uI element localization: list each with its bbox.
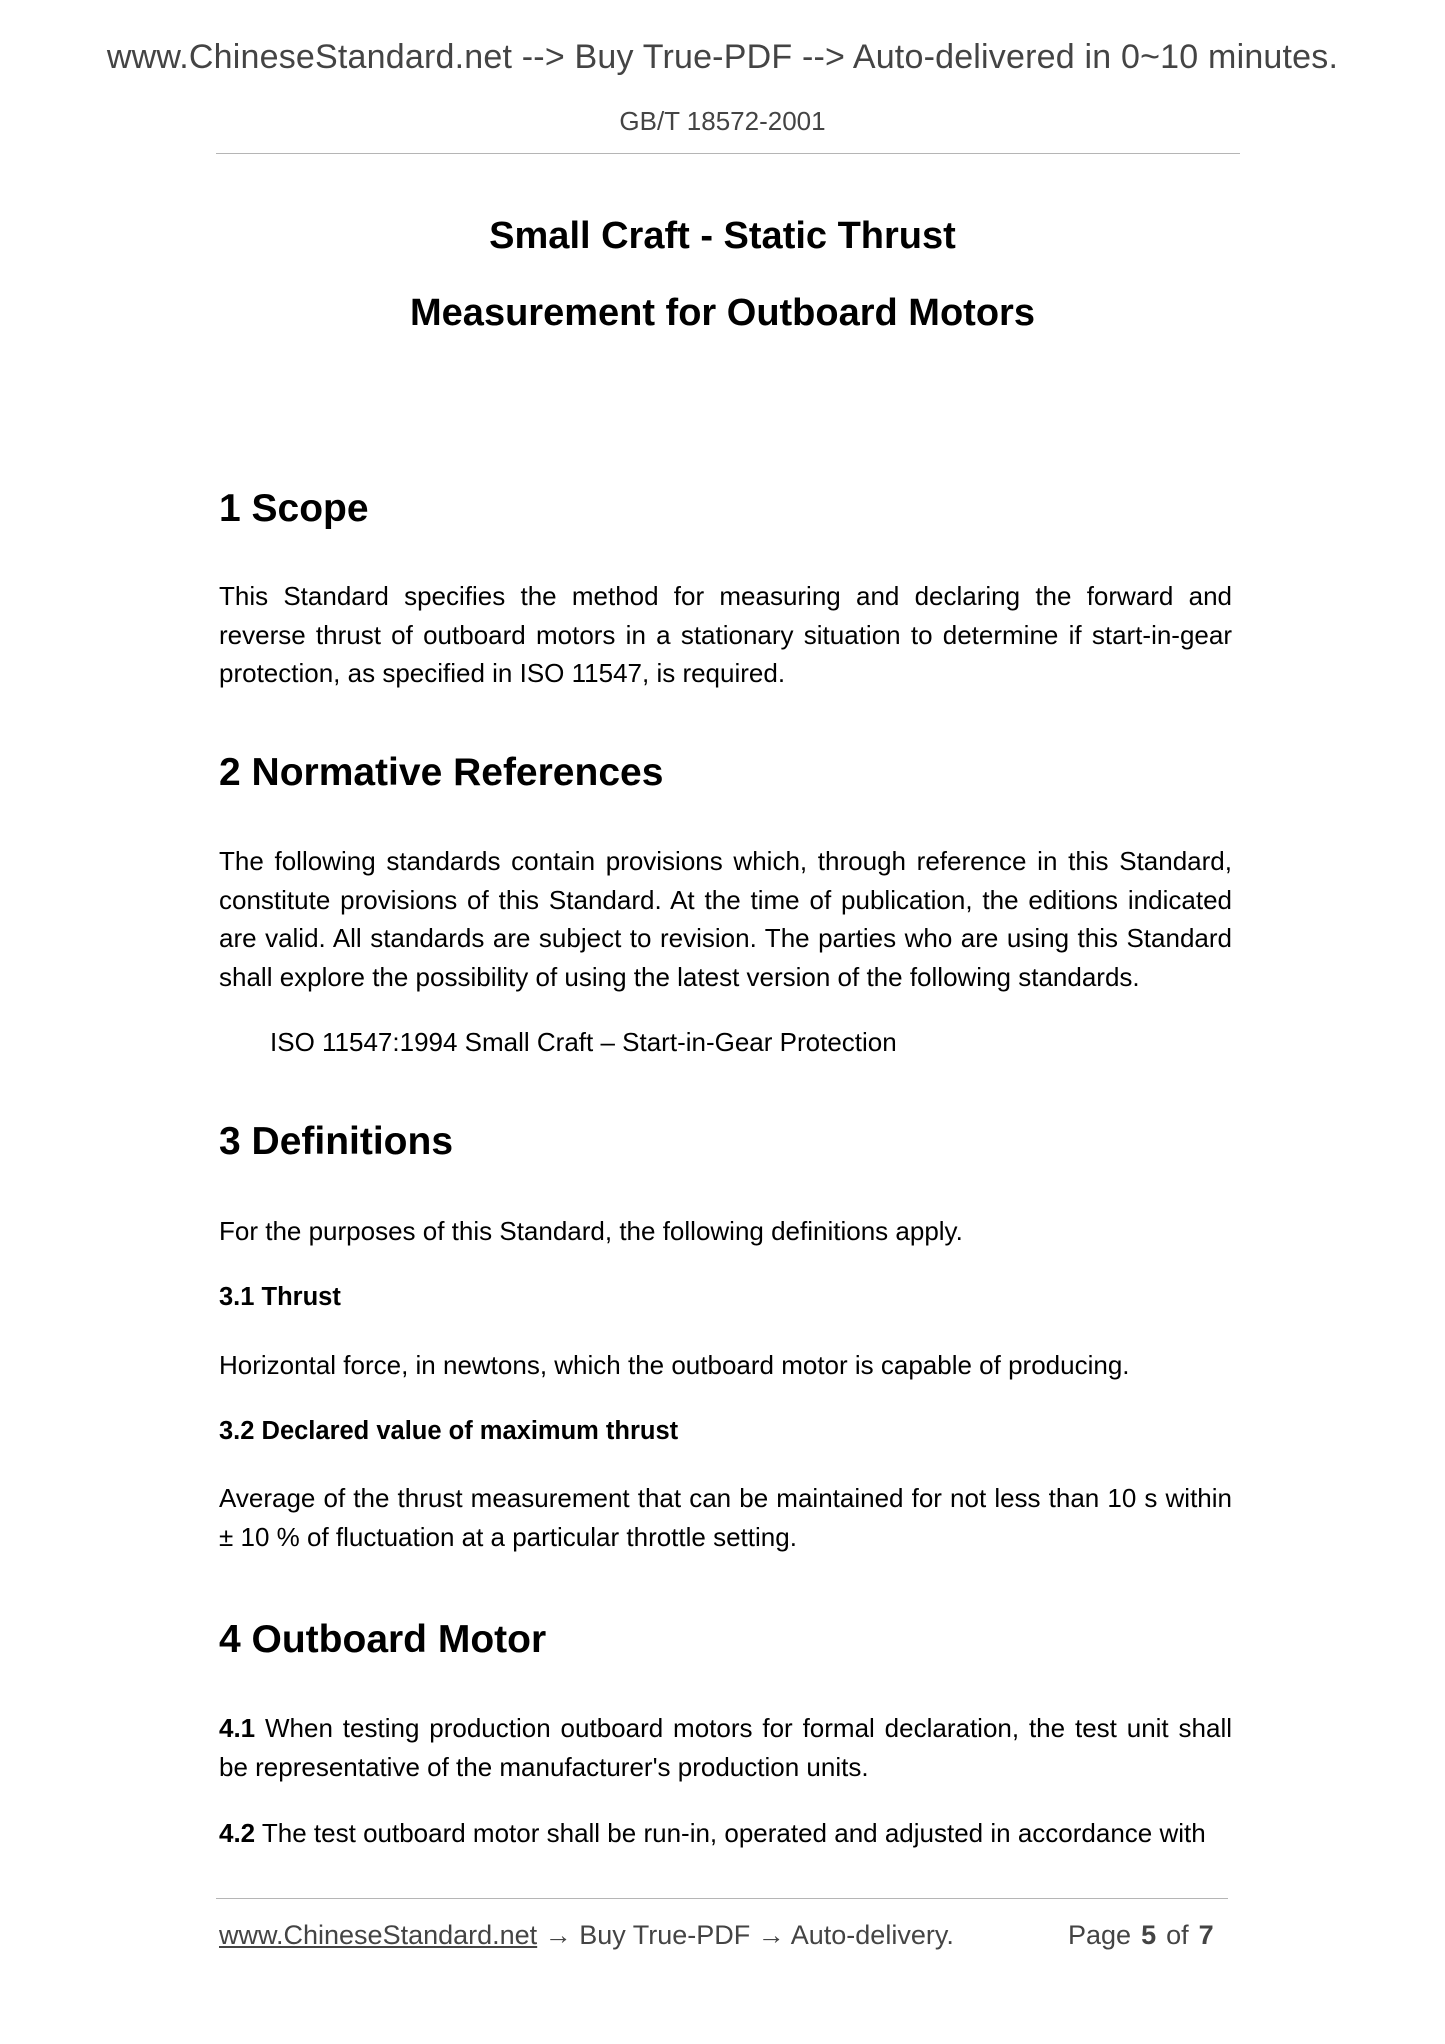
page-label: Page bbox=[1068, 1920, 1132, 1950]
clause-4-1 bbox=[219, 1709, 1232, 1786]
page-of-label: of bbox=[1166, 1920, 1189, 1950]
definition-max-thrust-title: 3.2 Declared value of maximum thrust bbox=[219, 1417, 679, 1445]
header-divider bbox=[216, 153, 1240, 154]
top-banner: www.ChineseStandard.net --> Buy True-PDF --> Auto-delivered in 0~10 minutes. bbox=[106, 38, 1339, 76]
page-current: 5 bbox=[1141, 1920, 1157, 1950]
document-title-line-1: Small Craft - Static Thrust bbox=[489, 215, 956, 257]
clause-4-2 bbox=[219, 1814, 1232, 1853]
definition-max-thrust-text: Average of the thrust measurement that can be maintained for not less than 10 s within ± 10 % of fluctuation at a particular throttle setting. bbox=[219, 1483, 1232, 1552]
footer-promo-text: → Buy True-PDF → Auto-delivery. bbox=[544, 1920, 954, 1950]
standard-code: GB/T 18572-2001 bbox=[619, 106, 826, 136]
section-heading-outboard-motor: 4 Outboard Motor bbox=[219, 1618, 547, 1661]
footer-site-link[interactable]: www.ChineseStandard.net bbox=[219, 1920, 538, 1950]
page-indicator bbox=[1068, 1920, 1214, 1951]
section-heading-scope: 1 Scope bbox=[219, 487, 369, 530]
reference-item: ISO 11547:1994 Small Craft – Start-in-Gear Protection bbox=[270, 1027, 897, 1057]
definitions-intro: For the purposes of this Standard, the following definitions apply. bbox=[219, 1216, 963, 1246]
definition-thrust-text: Horizontal force, in newtons, which the outboard motor is capable of producing. bbox=[219, 1350, 1130, 1380]
clause-4-1-text: When testing production outboard motors for formal declaration, the test unit shall be representative of the manufacturer's production units. bbox=[219, 1713, 1232, 1782]
page-total: 7 bbox=[1198, 1920, 1214, 1950]
section-heading-references: 2 Normative References bbox=[219, 751, 664, 794]
section-heading-definitions: 3 Definitions bbox=[219, 1120, 454, 1163]
footer-divider bbox=[216, 1898, 1228, 1899]
references-paragraph: The following standards contain provisions which, through reference in this Standard, constitute provisions of this Standard. At the time of publication, the editions indicated are valid. All standards are subject to revision. The parties who are using this Standard shall explore the possibility of using the latest version of the following standards. bbox=[219, 846, 1232, 992]
document-title-line-2: Measurement for Outboard Motors bbox=[410, 292, 1035, 334]
clause-4-2-text: The test outboard motor shall be run-in, operated and adjusted in accordance with bbox=[255, 1818, 1206, 1848]
definition-thrust-title: 3.1 Thrust bbox=[219, 1283, 341, 1311]
clause-4-1-number: 4.1 bbox=[219, 1713, 256, 1743]
scope-paragraph: This Standard specifies the method for measuring and declaring the forward and reverse thrust of outboard motors in a stationary situation to determine if start-in-gear protection, as specified in ISO 11547, is required. bbox=[219, 581, 1232, 688]
footer-promo bbox=[219, 1920, 954, 1951]
clause-4-2-number: 4.2 bbox=[219, 1818, 256, 1848]
